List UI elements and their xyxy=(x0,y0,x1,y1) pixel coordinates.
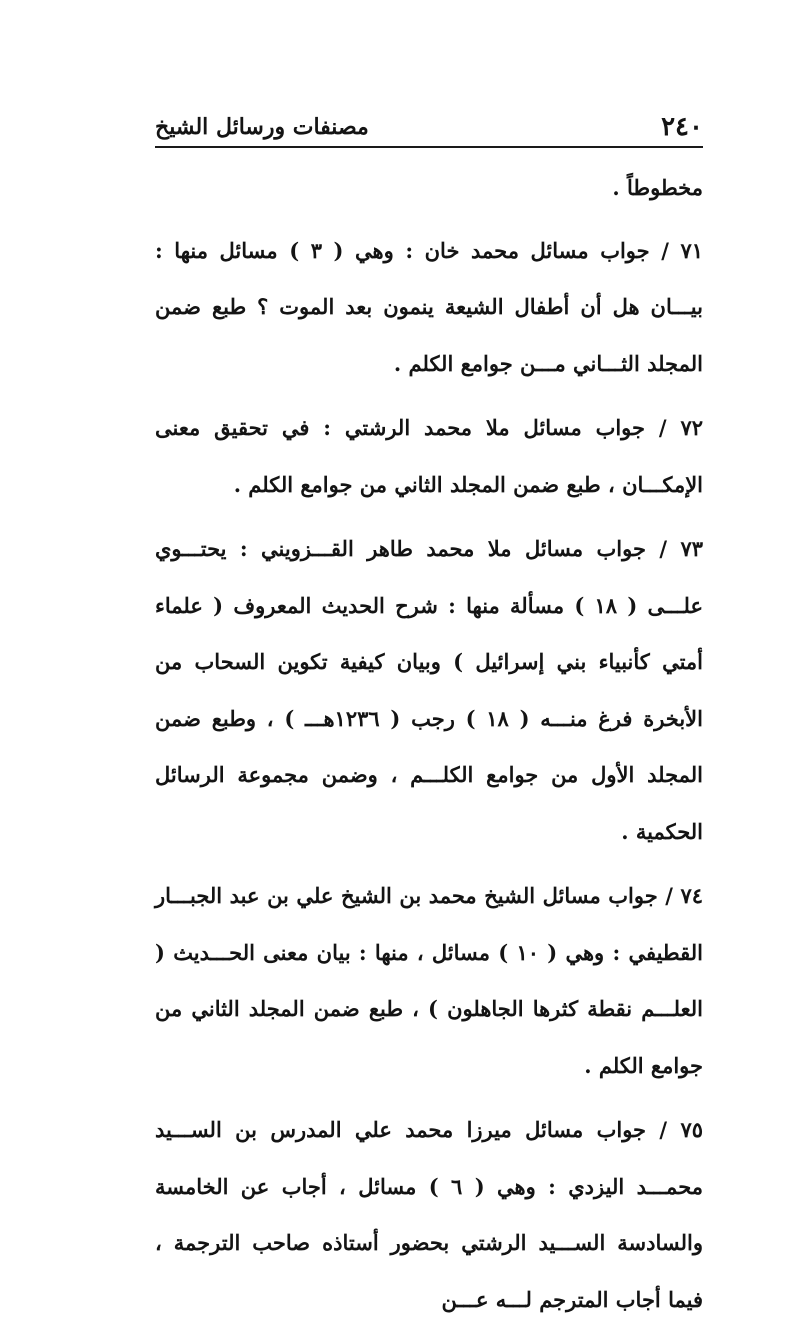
paragraph-continuation: مخطوطاً . xyxy=(612,175,703,200)
entry-73: ٧٣ / جواب مسائل ملا محمد طاهر القـــزويني : يحتـــوي علـــى ( ١٨ ) مسألة منها : شرح الحديث المعروف ( علماء أمتي كأنبياء بني إسرائيل ) وبيان كيفية تكوين السحاب من الأبخرة فرغ منـــه ( ١٨ ) رجب ( ١٢٣٦هـــ ) ، وطبع ضمن المجلد الأول من جوامع الكلـــم ، وضمن مجموعة الرسائل الحكمية . xyxy=(155,536,703,844)
running-title: مصنفات ورسائل الشيخ xyxy=(155,114,369,140)
page-body xyxy=(155,160,703,1336)
entry-75: ٧٥ / جواب مسائل ميرزا محمد علي المدرس بن الســـيد محمـــد اليزدي : وهي ( ٦ ) مسائل ، أجاب عن الخامسة والسادسة الســـيد الرشتي بحضور أستاذه صاحب الترجمة ، فيما أجاب المترجم لـــه عـــن xyxy=(155,1117,703,1312)
entry-74: ٧٤ / جواب مسائل الشيخ محمد بن الشيخ علي بن عبد الجبـــار القطيفي : وهي ( ١٠ ) مسائل ، منها : بيان معنى الحـــديث ( العلـــم نقطة كثرها الجاهلون ) ، طبع ضمن المجلد الثاني من جوامع الكلم . xyxy=(155,883,703,1078)
page-header xyxy=(155,100,703,148)
page-number: ٢٤٠ xyxy=(661,112,703,142)
entry-72: ٧٢ / جواب مسائل ملا محمد الرشتي : في تحقيق معنى الإمكـــان ، طبع ضمن المجلد الثاني من جوامع الكلم . xyxy=(155,415,703,497)
entry-71: ٧١ / جواب مسائل محمد خان : وهي ( ٣ ) مسائل منها : بيـــان هل أن أطفال الشيعة ينمون بعد الموت ؟ طبع ضمن المجلد الثـــاني مـــن جوامع الكلم . xyxy=(155,237,703,376)
